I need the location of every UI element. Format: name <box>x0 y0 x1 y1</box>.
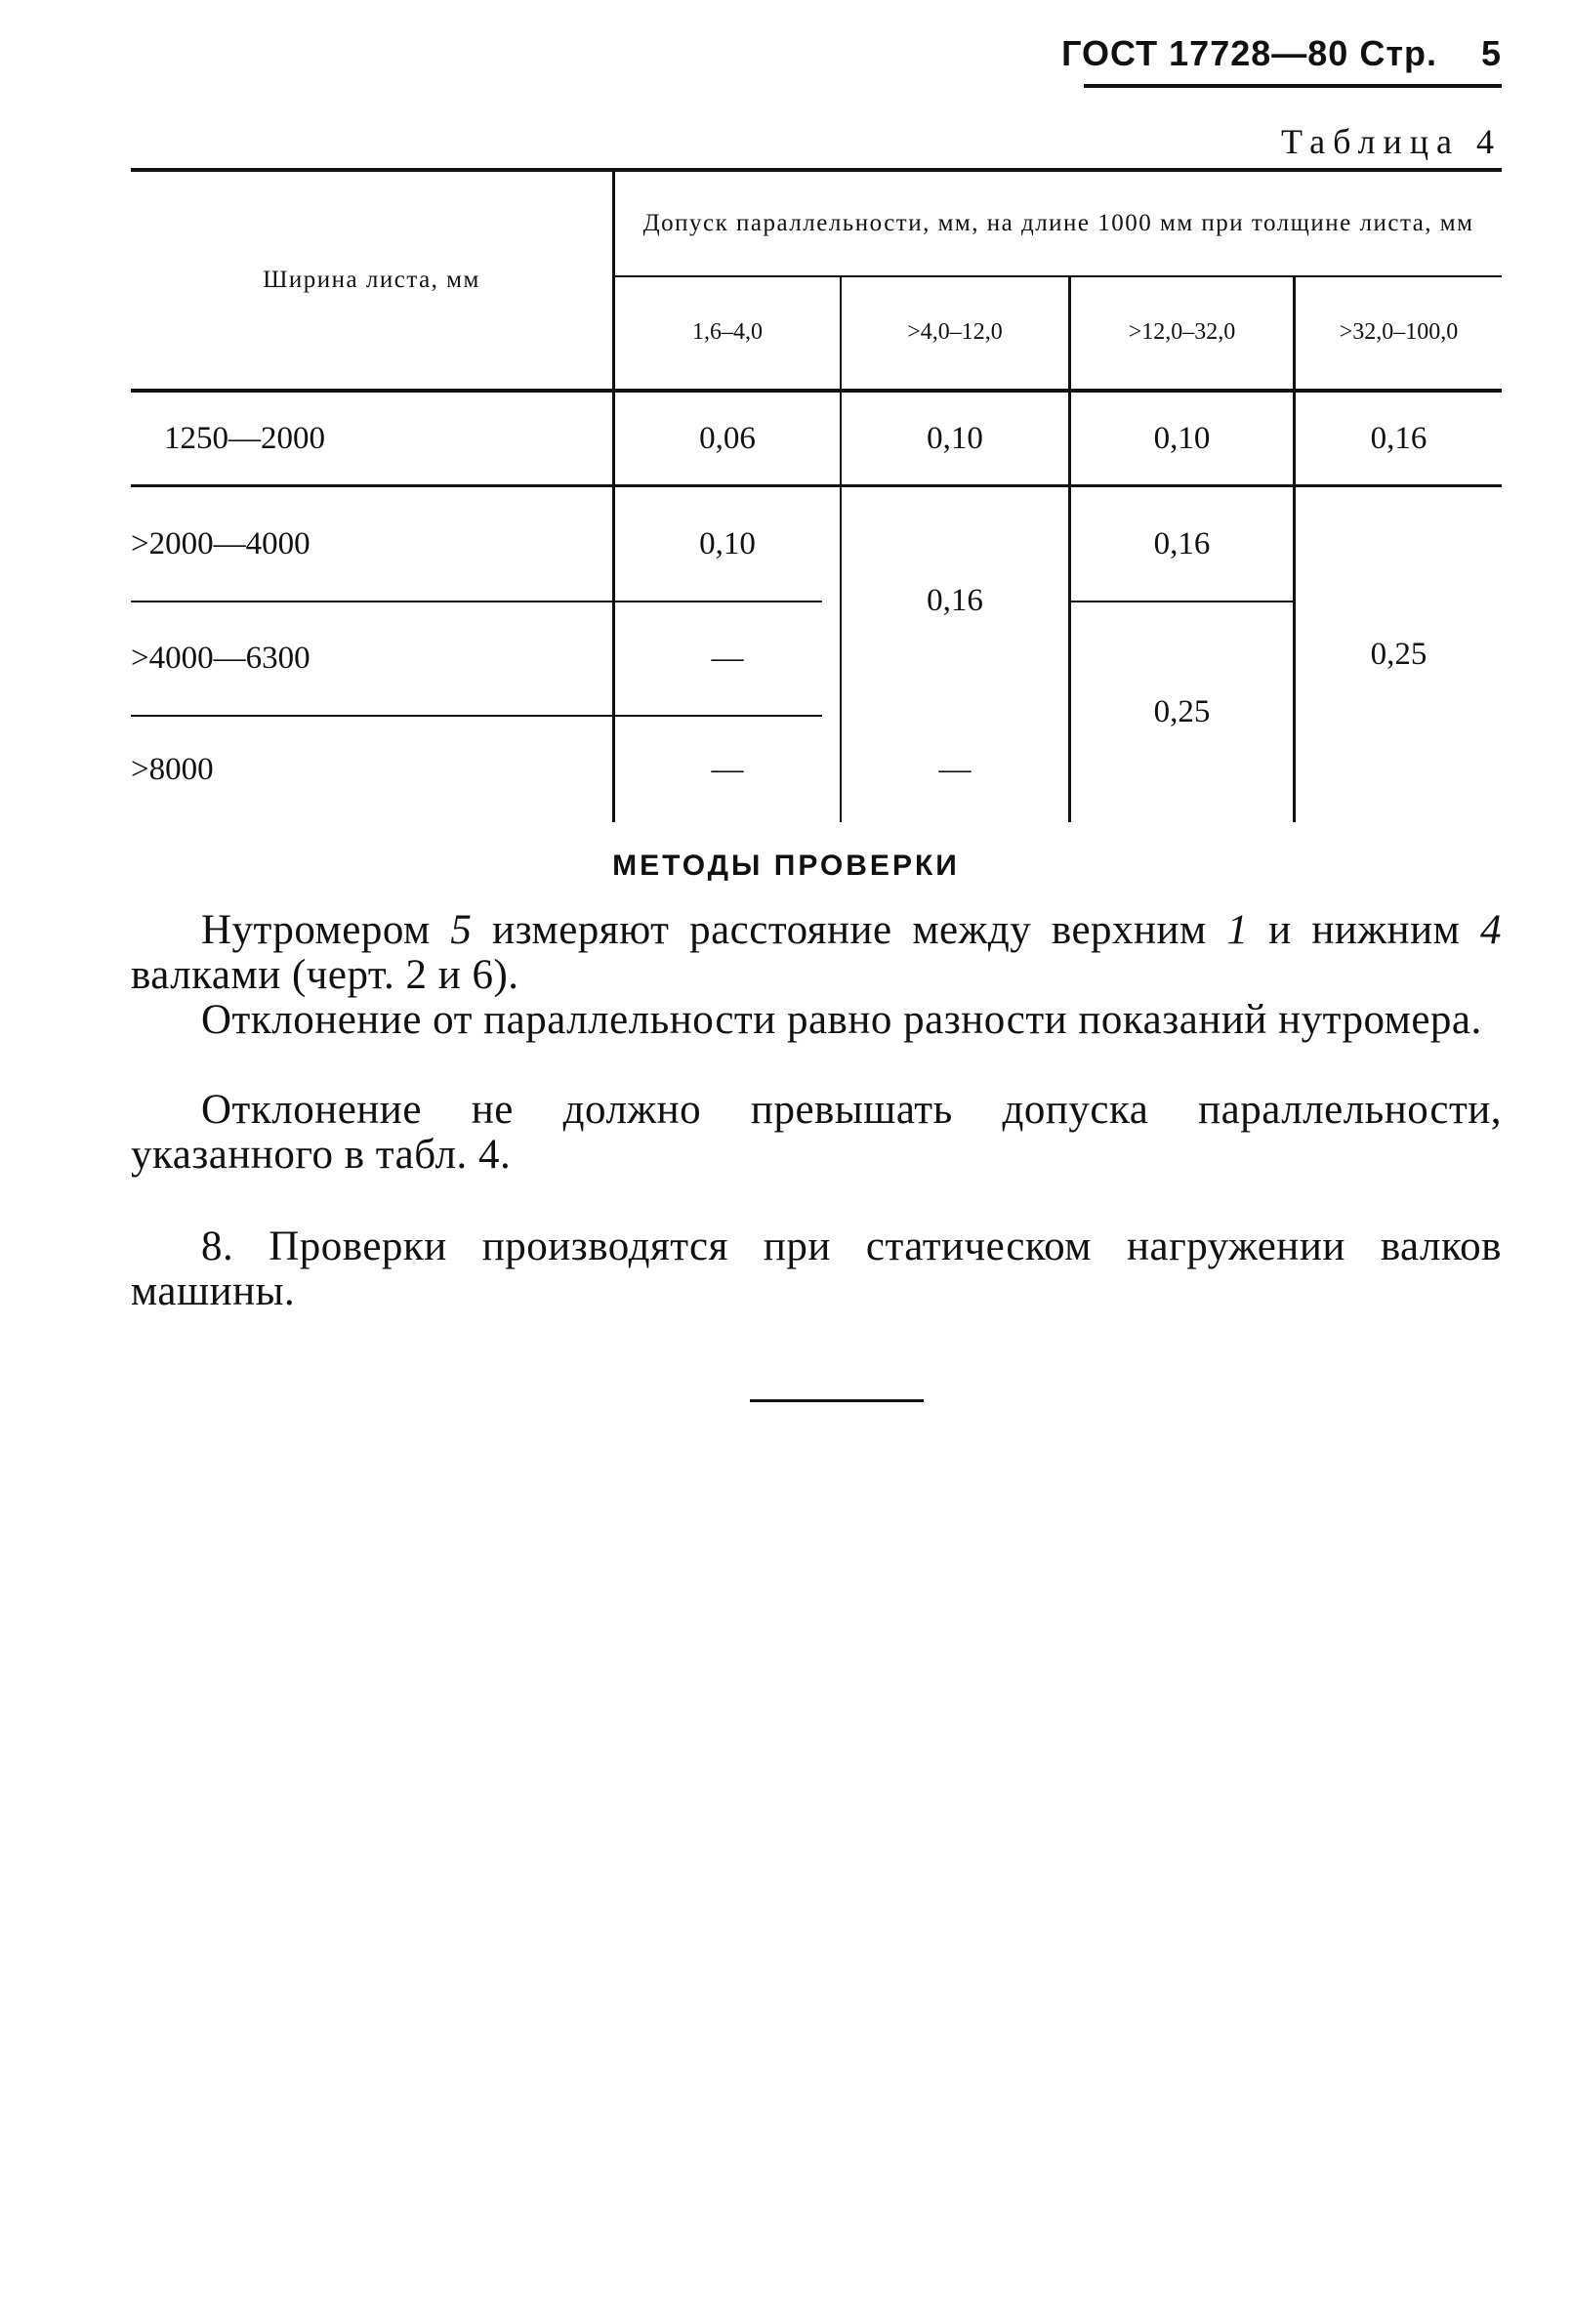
p1-ref-5: 5 <box>450 907 473 953</box>
p1-ref-1: 1 <box>1226 907 1249 953</box>
row4-width: >8000 <box>131 751 214 787</box>
row3-c1: — <box>711 641 744 677</box>
clause-8 <box>131 1224 1502 1314</box>
p1-ref-4: 4 <box>1479 907 1502 953</box>
row1-c1: 0,06 <box>699 420 756 456</box>
row1-c4: 0,16 <box>1370 420 1427 456</box>
methods-paragraph-1 <box>131 908 1502 998</box>
row1-c3: 0,10 <box>1153 420 1211 456</box>
p1-text-d: валками (черт. 2 и 6). <box>131 952 519 998</box>
end-rule <box>750 1399 924 1402</box>
merged-c3-rows-3-4: 0,25 <box>1153 694 1211 730</box>
row4-c1: — <box>711 751 744 787</box>
merged-c2-rows-2-4: 0,16 <box>927 583 983 619</box>
page-label: Стр. <box>1359 33 1437 73</box>
row1-width: 1250—2000 <box>164 420 325 456</box>
thickness-col-3: >12,0–32,0 <box>1128 319 1236 346</box>
p1-text-b: измеряют расстояние между верхним <box>472 907 1227 953</box>
section-title: МЕТОДЫ ПРОВЕРКИ <box>612 850 960 882</box>
row4-c2: — <box>938 751 972 787</box>
width-header: Ширина листа, мм <box>263 266 480 293</box>
p1-text-a: Нутромером <box>201 907 451 953</box>
page-header <box>1061 33 1502 74</box>
merged-c4-rows-2-4: 0,25 <box>1370 637 1427 673</box>
p2-text: Отклонение от параллельности равно разности показаний нутромера. <box>201 997 1482 1043</box>
methods-paragraph-2 <box>131 998 1502 1043</box>
row2-c3: 0,16 <box>1153 525 1211 561</box>
clause-8-text: 8. Проверки производятся при статическом нагружении валков машины. <box>131 1224 1502 1314</box>
p1-text-c: и нижним <box>1248 907 1480 953</box>
thickness-col-1: 1,6–4,0 <box>692 319 763 346</box>
page-number: 5 <box>1480 33 1502 73</box>
header-rule <box>1084 84 1502 88</box>
p3-text: Отклонение не должно превышать допуска параллельности, указанного в табл. 4. <box>131 1087 1502 1178</box>
thickness-col-4: >32,0–100,0 <box>1339 319 1459 346</box>
row2-c1: 0,10 <box>699 525 756 561</box>
document-id: ГОСТ 17728—80 <box>1061 33 1349 73</box>
tolerance-table <box>131 168 1502 822</box>
row1-c2: 0,10 <box>927 420 983 456</box>
methods-paragraph-3 <box>131 1088 1502 1178</box>
thickness-col-2: >4,0–12,0 <box>907 319 1003 346</box>
tolerance-header: Допуск параллельности, мм, на длине 1000 мм при толщине листа, мм <box>642 209 1474 236</box>
row2-width: >2000—4000 <box>131 525 310 561</box>
row3-width: >4000—6300 <box>131 641 310 677</box>
table-caption: Таблица 4 <box>1281 122 1502 161</box>
